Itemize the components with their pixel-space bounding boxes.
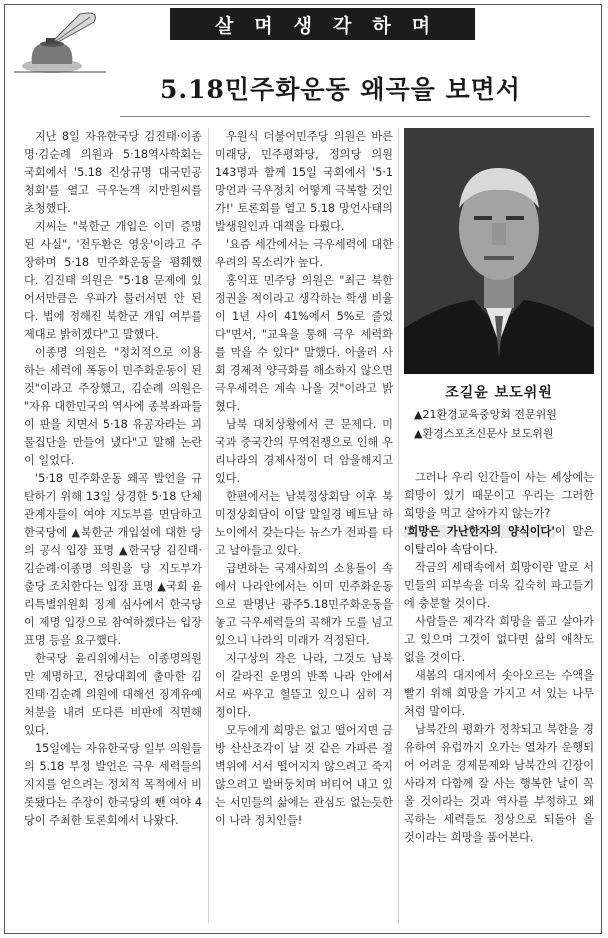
paragraph: 작금의 세태속에서 희망이란 말로 서민들의 피부속을 더욱 깊숙히 파고들기에 충분할 것이다. [404, 561, 594, 610]
quote-tail: 이 말은 이탈리아 속담이다. [404, 525, 595, 556]
author-portrait-image [404, 128, 594, 374]
article-column-3 [404, 469, 594, 847]
author-name: 조길윤 보도위원 [445, 385, 553, 401]
quote-text: '희망은 가난한자의 양식이다' [404, 525, 555, 538]
paragraph: 지구상의 작은 나라, 그것도 남북이 갈라진 운명의 반쪽 나라 안에서 서로 싸우고 헐뜯고 있으니 심히 걱정이다. [215, 652, 393, 719]
headline: 5.18민주화운동 왜곡을 보면서 [160, 75, 521, 104]
quote-paragraph [404, 523, 594, 559]
paragraph: '5·18 민주화운동 왜곡 발언을 규탄하기 위해 13일 상경한 5·18 단체 관계자들이 여야 지도부를 면담하고 한국당에 ▲북한군 개입설에 대한 당의 공식 입장 표명 ▲한국당 김진태·김순례·이종명 의원을 당 지도부가 출당 조치한다는 입장 표명 ▲국회 윤리특별위원회 징계 심사에서 한국당이 제명 입장으로 참여하겠다는 입장 표명 등을 요구했다. [24, 472, 202, 647]
paragraph: 우원식 더불어민주당 의원은 바른미래당, 민주평화당, 정의당 의원 143명과 함께 15일 국회에서 '5·1 망언과 극우정치 어떻게 극복할 것인가!' 토론회를 열고 5.18 망언사태의 발생원인과 대책을 다뤘다. [215, 130, 393, 233]
inkwell-quill-icon [10, 8, 110, 78]
paragraph: 지씨는 "북한군 개입은 이미 증명된 사실", '전두환은 영웅'이라고 주장하며 5·18 민주화운동을 폄훼했다. 김진태 의원은 "5·18 문제에 있어서만큼은 우파가 물러서면 안 된다. 법에 정해진 북한군 개입 여부를 제대로 밝히겠다"고 말했다. [24, 220, 202, 341]
author-affiliation: ▲환경스포츠신문사 보도위원 [414, 427, 554, 440]
author-byline [404, 382, 594, 443]
paragraph: 한국당 윤리위에서는 이종명의원만 제명하고, 전당대회에 출마한 김진태·김순례 의원에 대해선 징계유예 처분을 내려 또다른 비판에 직면해 있다. [24, 652, 202, 737]
author-photo [404, 128, 594, 374]
column-banner [170, 8, 475, 40]
paragraph: 홍익표 민주당 의원은 "최근 북한 정권을 적이라고 생각하는 학생 비율이 1년 사이 41%에서 5%로 줄었다"면서, "교육을 통해 극우 세력화를 막을 수 있다" 말했다. 아울러 사회 경제적 양극화를 해소하지 않으면 극우세력은 계속 나올 것"이라고 밝혔다. [215, 274, 393, 413]
paragraph: 15일에는 자유한국당 일부 의원들의 5.18 부정 발언은 극우 세력들의 지지를 얻으려는 정치적 목적에서 비롯됐다는 주장이 한국당의 뺀 여야 4당이 주최한 토론회에서 나왔다. [24, 742, 202, 827]
paragraph: 모두에게 희망은 없고 떨어지면 금방 산산조각이 날 것 같은 가파른 절벽위에 서서 떨어지지 않으려고 죽지 않으려고 발버둥치며 버티어 내고 있는 서민들의 삶에는 관심도 없는듯한 이 나라 정치인들! [215, 724, 393, 827]
paragraph: 한편에서는 남북정상회담 이후 북미정상회담이 이달 말일경 베트남 하노이에서 갖는다는 뉴스가 전파를 타고 날아들고 있다. [215, 490, 393, 557]
paragraph: 그러나 우리 인간들이 사는 세상에는 희망이 있기 때문이고 우리는 그러한 희망을 먹고 살아가지 않는가? [404, 471, 594, 520]
paragraph: 이종명 의원은 "정치적으로 이용하는 세력에 폭동이 민주화운동이 된 것"이라고 주장했고, 김순례 의원은 "자유 대한민국의 역사에 종북좌파들이 판을 치면서 5·18 유공자라는 괴물집단을 만들어 냈다"고 말해 논란이 일었다. [24, 346, 202, 467]
article-column-1 [24, 128, 202, 830]
column-banner-text: 살며생각하며 [214, 14, 452, 37]
paragraph: 새봄의 대지에서 솟아오르는 수액을 빨기 위해 희망을 가지고 서 있는 나무처럼 말이다. [404, 669, 594, 718]
paragraph: 지난 8일 자유한국당 김진태·이종명·김순례 의원과 5·18역사학회는 국회에서 '5.18 진상규명 대국민공청회'를 열고 극우논객 지만원씨를 초청했다. [24, 130, 202, 215]
paragraph: 급변하는 국제사회의 소용돌이 속에서 나라안에서는 이미 민주화운동으로 판명난 광주5.18민주화운동을 놓고 극우세력들의 곡해가 도를 넘고 있으니 나라의 미래가 걱정된다. [215, 562, 393, 647]
paragraph: 사람들은 제각각 희망을 품고 살아가고 있으며 그것이 없다면 삶의 애착도 없을 것이다. [404, 615, 594, 664]
paragraph: 남북간의 평화가 정착되고 북한을 경유하여 유럽까지 오가는 열차가 운행되어 어려운 경제문제와 남북간의 긴장이 사라져 다함께 잘 사는 행복한 날이 꼭 올 것이라는 것과 역사를 부정하고 왜곡하는 세력들도 정상으로 되돌아 올 것이라는 희망을 품어본다. [404, 723, 594, 844]
paragraph: '요즘 세간에서는 극우세력에 대한 우려의 목소리가 높다. [215, 238, 393, 269]
author-affiliation: ▲21환경교육중앙회 전문위원 [414, 408, 557, 421]
paragraph: 남북 대치상황에서 큰 문제다. 미국과 중국간의 무역전쟁으로 인해 우리나라의 경제사정이 더 암울해지고 있다. [215, 418, 393, 485]
column-divider [398, 128, 399, 923]
headline-rule [120, 116, 590, 117]
column-divider [208, 128, 209, 923]
article-column-2 [215, 128, 393, 830]
